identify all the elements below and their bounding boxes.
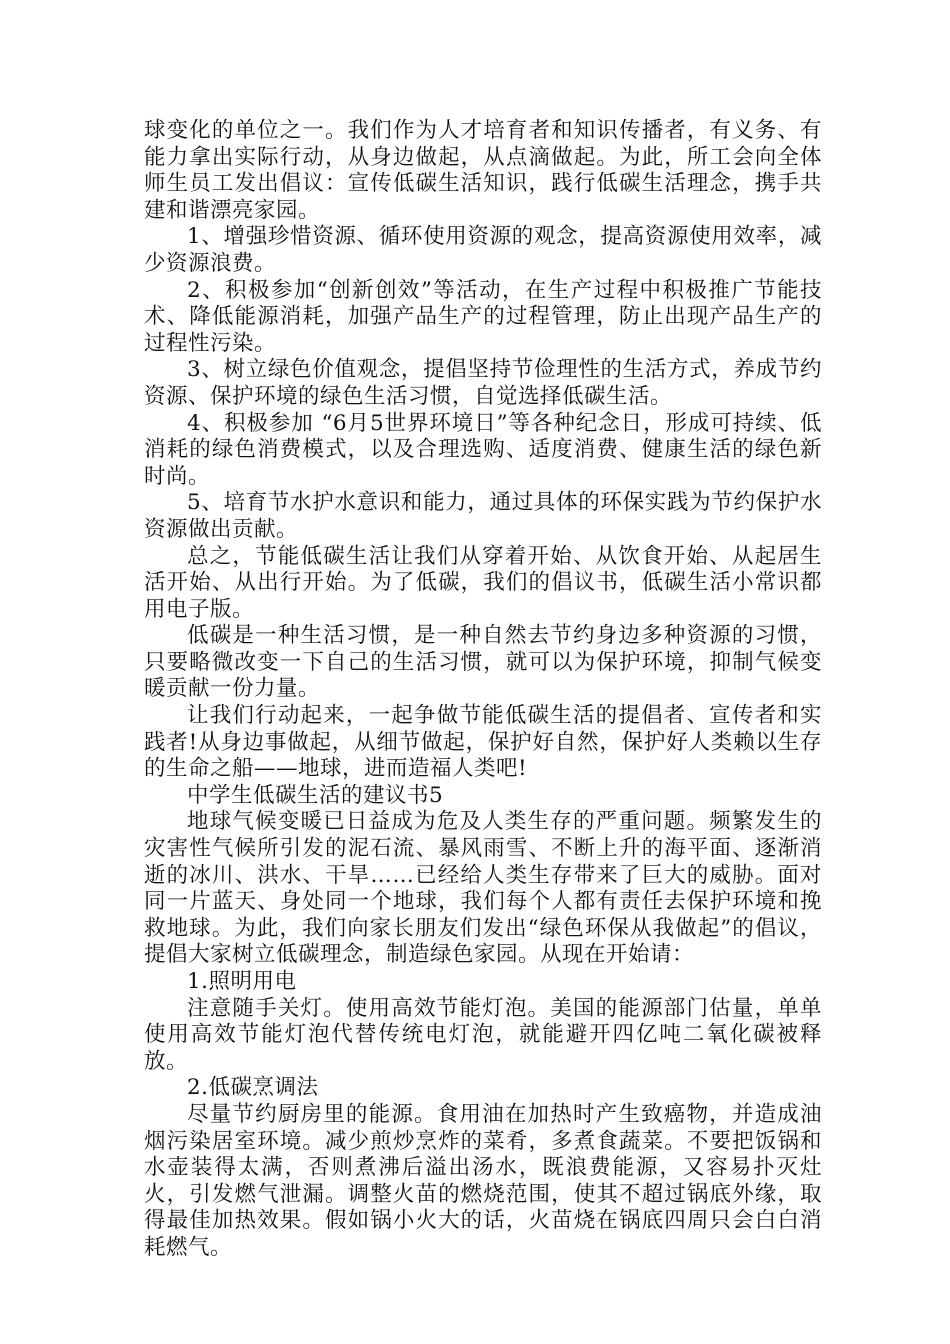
paragraph-proposal-2: 2、积极参加“创新创效”等活动，在生产过程中积极推广节能技术、降低能源消耗，加强产品生产的过程管理，防止出现产品生产的过程性污染。 xyxy=(144,277,822,356)
paragraph-climate-intro: 地球气候变暖已日益成为危及人类生存的严重问题。频繁发生的灾害性气候所引发的泥石流、暴风雨雪、不断上升的海平面、逐渐消逝的冰川、洪水、干旱……已经给人类生存带来了巨大的威胁。面对同一片蓝天、身处同一个地球，我们每个人都有责任去保护环境和挽救地球。为此，我们向家长朋友们发出“绿色环保从我做起”的倡议，提倡大家树立低碳理念，制造绿色家园。从现在开始请： xyxy=(144,809,822,968)
paragraph-proposal-5: 5、培育节水护水意识和能力，通过具体的环保实践为节约保护水资源做出贡献。 xyxy=(144,490,822,542)
subheading-lighting: 1.照明用电 xyxy=(187,969,297,994)
subheading-cooking: 2.低碳烹调法 xyxy=(187,1075,319,1101)
paragraph-proposal-4: 4、积极参加 “6月5世界环境日”等各种纪念日，形成可持续、低消耗的绿色消费模式，以及合理选购、适度消费、健康生活的绿色新时尚。 xyxy=(144,410,822,489)
paragraph-proposal-3: 3、树立绿色价值观念，提倡坚持节俭理性的生活方式，养成节约资源、保护环境的绿色生活习惯，自觉选择低碳生活。 xyxy=(144,357,822,409)
paragraph-cooking: 尽量节约厨房里的能源。食用油在加热时产生致癌物，并造成油烟污染居室环境。减少煎炒烹炸的菜肴，多煮食蔬菜。不要把饭锅和水壶装得太满，否则煮沸后溢出汤水，既浪费能源，又容易扑灭灶火，引发燃气泄漏。调整火苗的燃烧范围，使其不超过锅底外缘，取得最佳加热效果。假如锅小火大的话，火苗烧在锅底四周只会白白消耗燃气。 xyxy=(144,1101,822,1260)
paragraph-call-to-action: 让我们行动起来，一起争做节能低碳生活的提倡者、宣传者和实践者!从身边事做起，从细节做起，保护好自然，保护好人类赖以生存的生命之船——地球，进而造福人类吧! xyxy=(144,703,822,782)
document-body xyxy=(144,118,822,1262)
section-title-proposal-5: 中学生低碳生活的建议书5 xyxy=(187,782,444,808)
paragraph-lighting: 注意随手关灯。使用高效节能灯泡。美国的能源部门估量，单单使用高效节能灯泡代替传统电灯泡，就能避开四亿吨二氧化碳被释放。 xyxy=(144,995,822,1074)
paragraph-summary: 总之，节能低碳生活让我们从穿着开始、从饮食开始、从起居生活开始、从出行开始。为了低碳，我们的倡议书，低碳生活小常识都用电子版。 xyxy=(144,543,822,622)
paragraph-intro-continuation: 球变化的单位之一。我们作为人才培育者和知识传播者，有义务、有能力拿出实际行动，从身边做起，从点滴做起。为此，所工会向全体师生员工发出倡议：宣传低碳生活知识，践行低碳生活理念，携手共建和谐漂亮家园。 xyxy=(144,118,822,223)
paragraph-proposal-1: 1、增强珍惜资源、循环使用资源的观念，提高资源使用效率，减少资源浪费。 xyxy=(144,224,822,276)
paragraph-habit: 低碳是一种生活习惯，是一种自然去节约身边多种资源的习惯，只要略微改变一下自己的生活习惯，就可以为保护环境，抑制气候变暖贡献一份力量。 xyxy=(144,623,822,702)
